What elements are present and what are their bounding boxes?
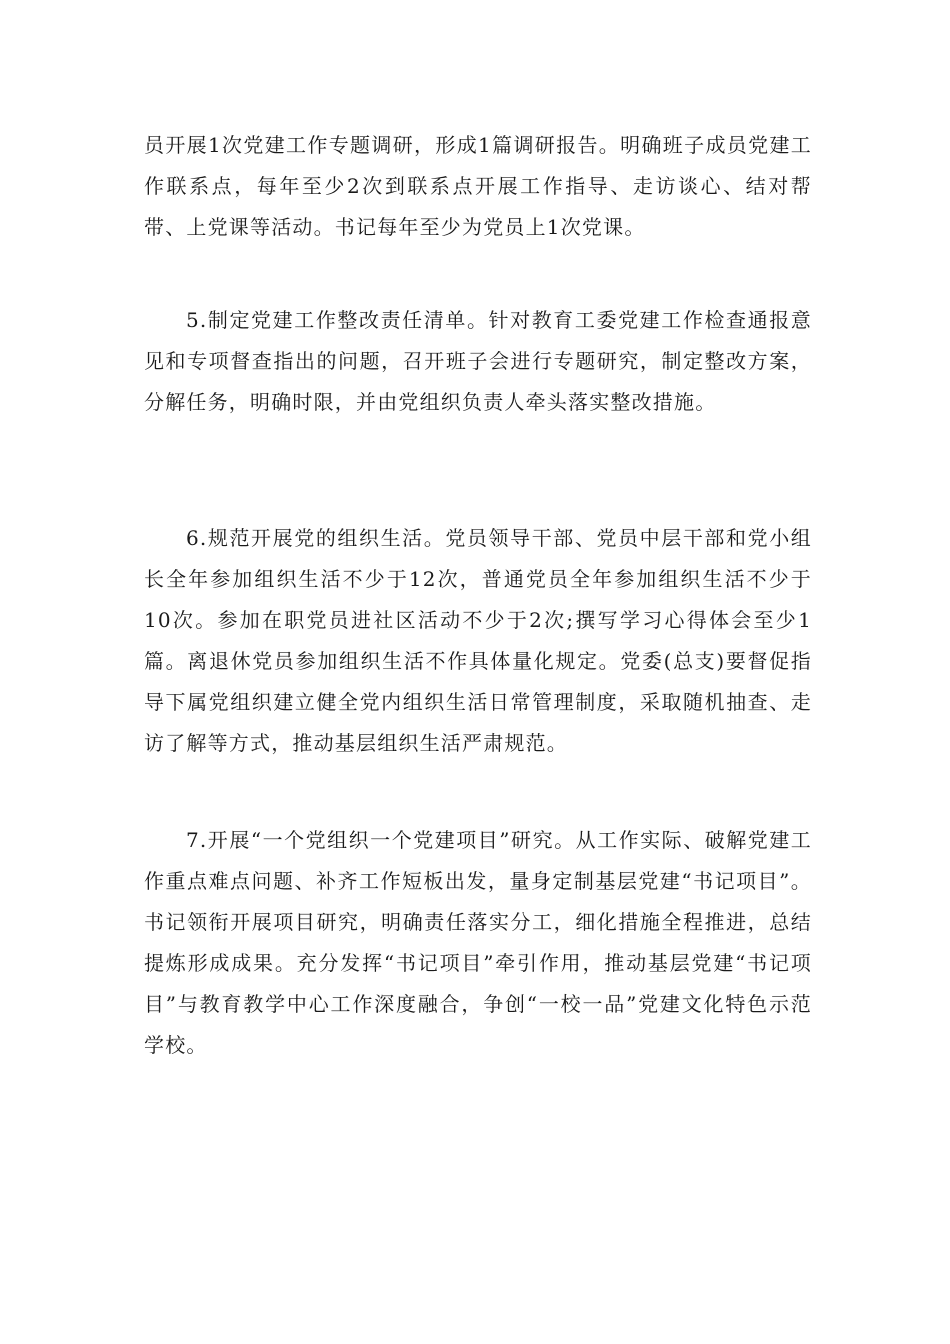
paragraph-item-6: 6.规范开展党的组织生活。党员领导干部、党员中层干部和党小组长全年参加组织生活不少于12次，普通党员全年参加组织生活不少于10次。参加在职党员进社区活动不少于2次;撰写学习心得体会至少1篇。离退休党员参加组织生活不作具体量化规定。党委(总支)要督促指导下属党组织建立健全党内组织生活日常管理制度，采取随机抽查、走访了解等方式，推动基层组织生活严肃规范。: [144, 526, 812, 755]
paragraph-item-5: 5.制定党建工作整改责任清单。针对教育工委党建工作检查通报意见和专项督查指出的问题，召开班子会进行专题研究，制定整改方案，分解任务，明确时限，并由党组织负责人牵头落实整改措施。: [144, 308, 812, 414]
paragraph-item-7: 7.开展“一个党组织一个党建项目”研究。从工作实际、破解党建工作重点难点问题、补齐工作短板出发，量身定制基层党建“书记项目”。书记领衔开展项目研究，明确责任落实分工，细化措施全程推进，总结提炼形成成果。充分发挥“书记项目”牵引作用，推动基层党建“书记项目”与教育教学中心工作深度融合，争创“一校一品”党建文化特色示范学校。: [144, 828, 812, 1057]
paragraph-continuation: 员开展1次党建工作专题调研，形成1篇调研报告。明确班子成员党建工作联系点，每年至少2次到联系点开展工作指导、走访谈心、结对帮带、上党课等活动。书记每年至少为党员上1次党课。: [144, 133, 812, 239]
